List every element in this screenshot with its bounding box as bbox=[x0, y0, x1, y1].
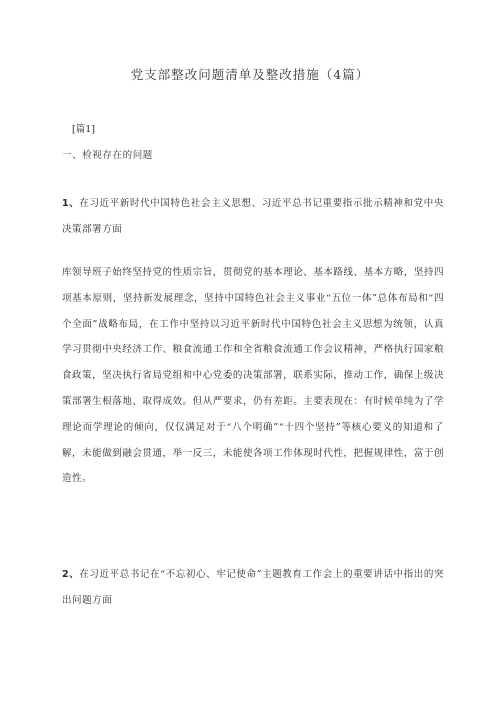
section-tag: [篇1] bbox=[72, 124, 95, 135]
question-item-1 bbox=[62, 191, 444, 243]
item-number: 1、 bbox=[62, 198, 80, 209]
item-text: 在习近平总书记在“不忘初心、牢记使命”主题教育工作会上的重要讲话中指出的突出问题方面 bbox=[62, 569, 444, 606]
document-title: 党支部整改问题清单及整改措施（4篇） bbox=[130, 67, 370, 82]
body-paragraph: 库领导班子始终坚持党的性质宗旨，贯彻党的基本理论、基本路线、基本方略，坚持四项基本原则，坚持新发展理念，坚持中国特色社会主义事业“五位一体”总体布局和“四个全面”战略布局，在工作中坚持以习近平新时代中国特色社会主义思想为统领，认真学习贯彻中央经济工作、粮食流通工作和全省粮食流通工作会议精神，严格执行国家粮食政策，坚决执行省局党组和中心党委的决策部署，联系实际，推动工作，确保上级决策部署生根落地、取得成效。但从严要求，仍有差距。主要表现在：有时候单纯为了学理论而学理论的倾向，仅仅满足对于“八个明确”“十四个坚持”等核心要义的知道和了解，未能做到融会贯通，举一反三，未能使各项工作体现时代性，把握规律性，富于创造性。 bbox=[62, 267, 444, 485]
item-number: 2、 bbox=[62, 569, 80, 580]
question-item-2 bbox=[62, 562, 444, 614]
section-heading: 一、检视存在的问题 bbox=[62, 150, 153, 161]
item-text: 在习近平新时代中国特色社会主义思想、习近平总书记重要指示批示精神和党中央决策部署方面 bbox=[62, 198, 444, 235]
